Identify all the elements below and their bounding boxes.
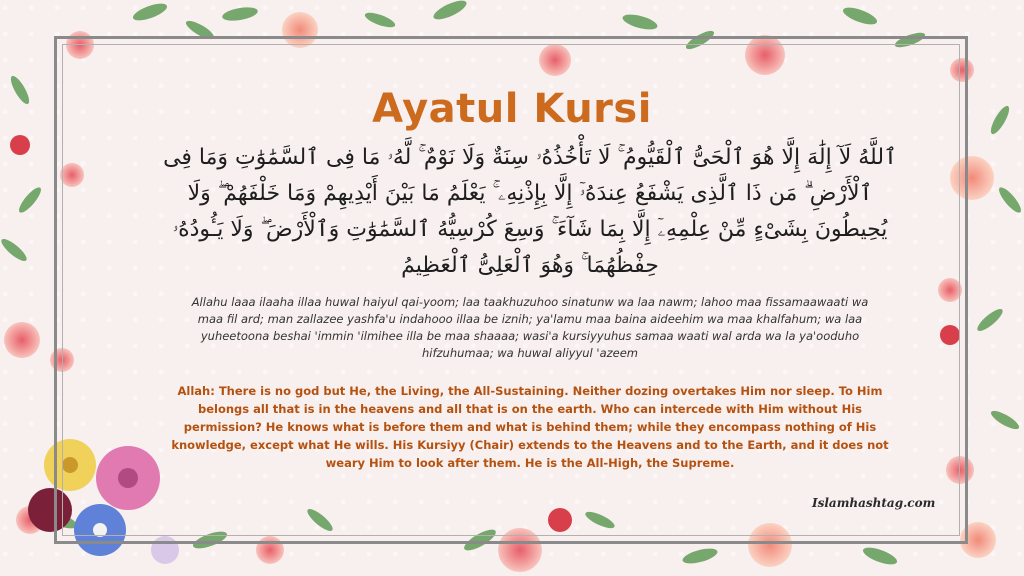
- arabic-verse: ٱللَّهُ لَآ إِلَٰهَ إِلَّا هُوَ ٱلْحَىُّ ٱلْقَيُّومُ ۚ لَا تَأْخُذُهُۥ سِنَةٌ وَلَا نَوْمٌ ۚ لَّهُۥ مَا فِى ٱلسَّمَٰوَٰتِ وَمَا فِى ٱلْأَرْضِ ۗ مَن ذَا ٱلَّذِى يَشْفَعُ عِندَهُۥٓ إِلَّا بِإِذْنِهِۦ ۚ يَعْلَمُ مَا بَيْنَ أَيْدِيهِمْ وَمَا خَلْفَهُمْ ۖ وَلَا يُحِيطُونَ بِشَىْءٍ مِّنْ عِلْمِهِۦٓ إِلَّا بِمَا شَآءَ ۚ وَسِعَ كُرْسِيُّهُ ٱلسَّمَٰوَٰتِ وَٱلْأَرْضَ ۖ وَلَا يَـُٔودُهُۥ حِفْظُهُمَا ۚ وَهُوَ ٱلْعَلِىُّ ٱلْعَظِيمُ: [163, 145, 897, 278]
- transliteration-text: Allahu laaa ilaaha illaa huwal haiyul qai-yoom; laa taakhuzuhoo sinatunw wa laa nawm; lahoo maa fissamaawaati wa maa fil ard; man zallazee yashfa'u indahooo illaa be iznih; ya'lamu maa baina aideehim wa maa khalfahum; wa laa yuheetoona beshai 'immin 'ilmihee illa be maa shaaaa; wasi'a kursiyyuhus samaa waati wal arda wa la ya'ooduho hifzuhumaa; wa huwal aliyyul 'azeem: [191, 295, 869, 360]
- watermark: Islamhashtag.com: [812, 496, 936, 510]
- page-title: Ayatul Kursi: [372, 86, 652, 132]
- english-translation: Allah: There is no god but He, the Living, the All-Sustaining. Neither dozing overtakes Him nor sleep. To Him belongs all that is in the heavens and all that is on the earth. Who can intercede with Him without His permission? He knows what is before them and what is behind them; while they encompass nothing of His knowledge, except what He wills. His Kursiyy (Chair) extends to the Heavens and to the Earth, and it does not weary Him to look after them. He is the All-High, the Supreme.: [171, 384, 889, 470]
